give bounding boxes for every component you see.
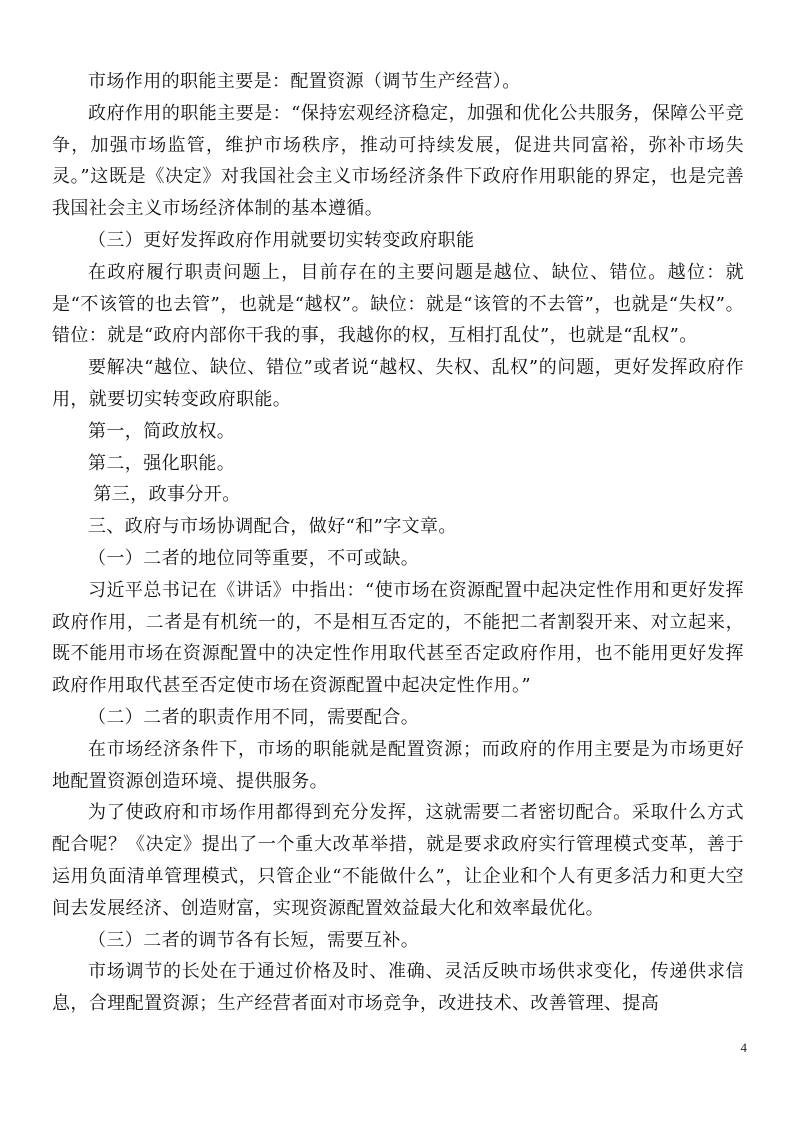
paragraph-market-function: 市场作用的职能主要是：配置资源（调节生产经营）。: [88, 71, 521, 92]
subheading-complementary: （三）二者的调节各有长短，需要互补。: [88, 929, 420, 951]
list-item-first: 第一，简政放权。: [88, 420, 236, 442]
section-heading-transform-functions: （三）更好发挥政府作用就要切实转变政府职能: [88, 229, 475, 251]
paragraph-speech-quote: 习近平总书记在《讲话》中指出：“使市场在资源配置中起决定性作用和更好发挥政府作用，二者是有机统一的，不是相互否定的，不能把二者割裂开来、对立起来，既不能用市场在资源配置中的决定性作用取代甚至否定政府作用，也不能用更好发挥政府作用取代甚至否定使市场在资源配置中起决定性作用。”: [52, 579, 744, 697]
paragraph-solve-problems: 要解决“越位、缺位、错位”或者说“越权、失权、乱权”的问题，更好发挥政府作用，就要切实转变政府职能。: [52, 357, 744, 410]
page-number: 4: [740, 1040, 747, 1055]
list-item-third: 第三，政事分开。: [93, 484, 241, 506]
section-heading-coordination: 三、政府与市场协调配合，做好“和”字文章。: [88, 516, 457, 538]
paragraph-government-function: 政府作用的职能主要是：“保持宏观经济稳定，加强和优化公共服务，保障公平竞争，加强市场监管，维护市场秩序，推动可持续发展，促进共同富裕，弥补市场失灵。”这既是《决定》对我国社会主义市场经济条件下政府作用职能的界定，也是完善我国社会主义市场经济体制的基本遵循。: [52, 102, 744, 220]
list-item-second: 第二，强化职能。: [88, 452, 236, 474]
paragraph-cooperation: 为了使政府和市场作用都得到充分发挥，这就需要二者密切配合。采取什么方式配合呢？《决定》提出了一个重大改革举措，就是要求政府实行管理模式变革，善于运用负面清单管理模式，只管企业“不能做什么”，让企业和个人有更多活力和更大空间去发展经济、创造财富，实现资源配置效益最大化和效率最优化。: [52, 802, 744, 919]
subheading-equal-importance: （一）二者的地位同等重要，不可或缺。: [88, 547, 420, 569]
document-body: [52, 66, 744, 1020]
paragraph-market-conditions: 在市场经济条件下，市场的职能就是配置资源；而政府的作用主要是为市场更好地配置资源创造环境、提供服务。: [52, 738, 744, 792]
paragraph-overreach-problems: 在政府履行职责问题上，目前存在的主要问题是越位、缺位、错位。越位：就是“不该管的也去管”，也就是“越权”。缺位：就是“该管的不去管”，也就是“失权”。错位：就是“政府内部你干我的事，我越你的权，互相打乱仗”，也就是“乱权”。: [52, 261, 744, 347]
subheading-different-roles: （二）二者的职责作用不同，需要配合。: [88, 706, 420, 728]
paragraph-market-regulation: 市场调节的长处在于通过价格及时、准确、灵活反映市场供求变化，传递供求信息，合理配置资源；生产经营者面对市场竞争，改进技术、改善管理、提高: [52, 961, 744, 1015]
